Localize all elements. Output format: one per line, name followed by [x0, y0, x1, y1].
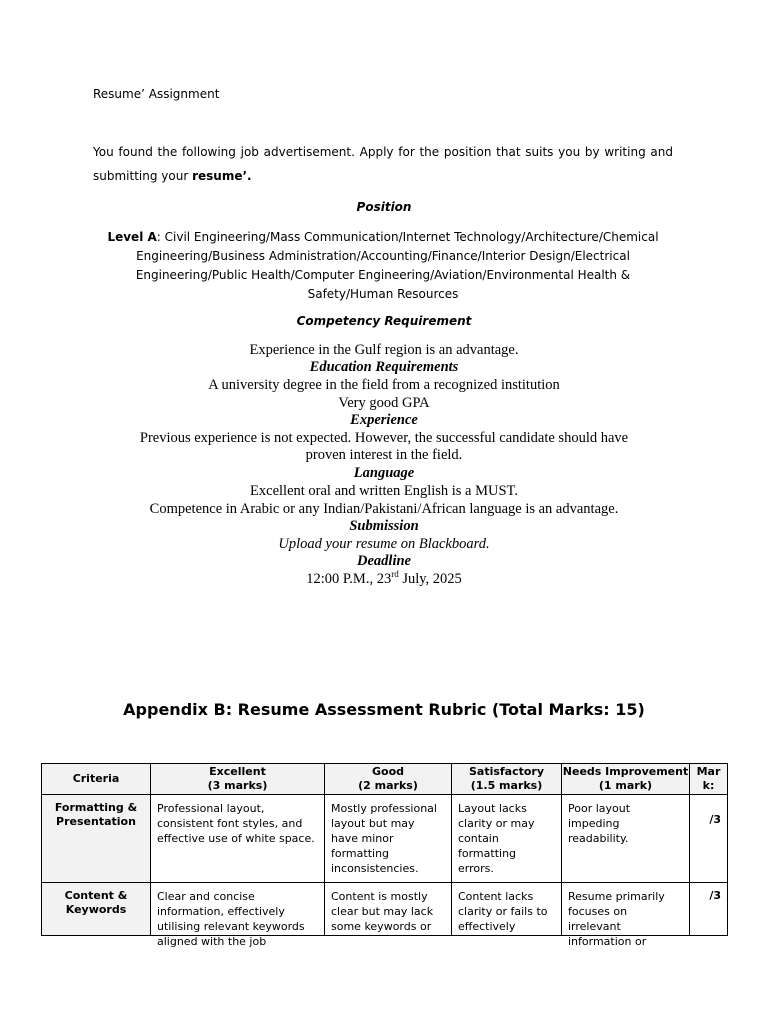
- header-mark-line-2: k:: [702, 779, 715, 792]
- header-mark-line-1: Mar: [696, 765, 721, 778]
- education-line-1: A university degree in the field from a recognized institution: [208, 377, 560, 393]
- level-a-label: Level A: [107, 230, 157, 244]
- competency-heading: Competency Requirement: [296, 314, 472, 328]
- intro-line-1: You found the following job advertisement. Apply for the position that suits you by writing and: [93, 145, 673, 159]
- header-excellent: [151, 764, 325, 795]
- deadline-suffix-ordinal: rd: [391, 569, 399, 580]
- row-good: [325, 883, 452, 936]
- row-excellent-text: Clear and concise information, effectively utilising relevant keywords aligned with the job: [157, 890, 305, 948]
- header-good-marks: (2 marks): [358, 779, 418, 792]
- education-heading: Education Requirements: [309, 359, 459, 375]
- deadline-text: [0, 571, 768, 589]
- header-excellent-marks: (3 marks): [207, 779, 268, 792]
- header-criteria: Criteria: [42, 764, 151, 795]
- header-excellent-title: Excellent: [209, 765, 266, 778]
- header-satisfactory-title: Satisfactory: [468, 765, 545, 778]
- row-good: Mostly professional layout but may have minor formatting inconsistencies.: [325, 795, 452, 883]
- intro-line-2-prefix: submitting your: [93, 169, 193, 183]
- header-needs-improvement: [562, 764, 690, 795]
- experience-line-2: proven interest in the field.: [305, 447, 463, 463]
- language-line-2: Competence in Arabic or any Indian/Pakistani/African language is an advantage.: [149, 501, 619, 517]
- deadline-heading: Deadline: [357, 553, 411, 569]
- appendix-title: Appendix B: Resume Assessment Rubric (Total Marks: 15): [123, 700, 645, 719]
- rubric-header-row: [42, 764, 728, 795]
- row-satisfactory: [452, 883, 562, 936]
- header-satisfactory: [452, 764, 562, 795]
- row-needs-improvement: Poor layout impeding readability.: [562, 795, 690, 883]
- row-satisfactory-text: Content lacks clarity or fails to effectively: [458, 890, 548, 933]
- language-line-1: Excellent oral and written English is a MUST.: [250, 483, 518, 499]
- level-a-block: [93, 228, 673, 304]
- gulf-advantage-text: Experience in the Gulf region is an advantage.: [249, 342, 519, 358]
- education-line-2: Very good GPA: [338, 395, 430, 411]
- submission-heading: Submission: [349, 518, 419, 534]
- table-row: [42, 883, 728, 936]
- document-title: Resume’ Assignment: [93, 87, 220, 101]
- row-criteria: [42, 883, 151, 936]
- row-satisfactory: Layout lacks clarity or may contain formatting errors.: [452, 795, 562, 883]
- row-criteria: Formatting & Presentation: [42, 795, 151, 883]
- table-row: [42, 795, 728, 883]
- deadline-suffix: July, 2025: [398, 571, 462, 587]
- row-needs-improvement: [562, 883, 690, 948]
- row-criteria-text: Content & Keywords: [64, 889, 128, 916]
- intro-paragraph: [93, 140, 673, 188]
- rubric-table: [41, 763, 728, 948]
- header-good-title: Good: [371, 765, 405, 778]
- row-needs-text: Resume primarily focuses on irrelevant information or: [568, 890, 665, 948]
- header-satisfactory-marks: (1.5 marks): [470, 779, 543, 792]
- intro-line-2-bold: resume’.: [192, 169, 252, 183]
- header-good: [325, 764, 452, 795]
- deadline-prefix: 12:00 P.M., 23: [306, 571, 392, 587]
- row-mark: /3: [690, 883, 728, 936]
- header-mark: [690, 764, 728, 795]
- experience-line-1: Previous experience is not expected. However, the successful candidate should have: [139, 430, 629, 446]
- language-heading: Language: [353, 465, 415, 481]
- row-excellent: Professional layout, consistent font styles, and effective use of white space.: [151, 795, 325, 883]
- experience-heading: Experience: [350, 412, 418, 428]
- header-needs-title: Needs Improvement: [562, 765, 689, 778]
- level-a-fields: : Civil Engineering/Mass Communication/Internet Technology/Architecture/Chemical Engineering/Business Administration/Accounting/Finance/Interior Design/Electrical Engineering/Public Health/Computer Engineering/Aviation/Environmental Health & Safety/Human Resources: [135, 230, 659, 301]
- submission-text: Upload your resume on Blackboard.: [278, 536, 490, 552]
- header-needs-marks: (1 mark): [598, 779, 653, 792]
- row-excellent: [151, 883, 325, 948]
- row-mark: /3: [690, 795, 728, 883]
- position-heading: Position: [356, 200, 412, 214]
- row-good-text: Content is mostly clear but may lack some keywords or: [331, 890, 434, 933]
